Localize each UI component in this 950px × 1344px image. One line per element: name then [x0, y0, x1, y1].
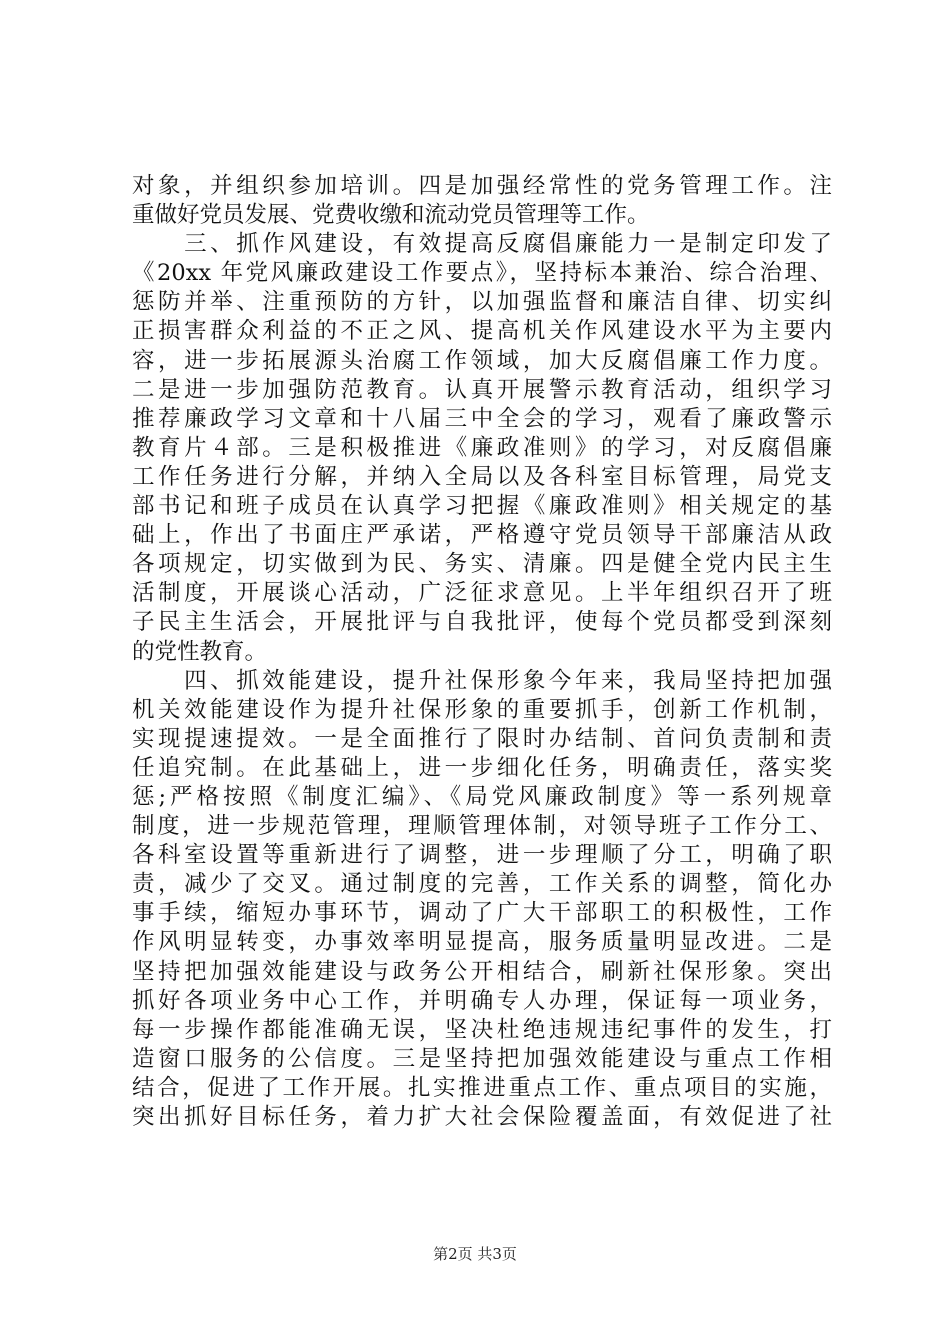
text-line: 制度，进一步规范管理，理顺管理体制，对领导班子工作分工、 — [132, 813, 832, 840]
text-line: 惩;严格按照《制度汇编》、《局党风廉政制度》等一系列规章 — [132, 783, 832, 810]
text-line: 实现提速提效。一是全面推行了限时办结制、首问负责制和责 — [132, 725, 832, 752]
text-line: 推荐廉政学习文章和十八届三中全会的学习，观看了廉政警示 — [132, 405, 832, 432]
page-footer: 第2页 共3页 — [433, 1245, 517, 1263]
text-line: 抓好各项业务中心工作，并明确专人办理，保证每一项业务， — [132, 987, 832, 1014]
text-line: 作风明显转变，办事效率明显提高，服务质量明显改进。二是 — [132, 929, 832, 956]
text-line: 工作任务进行分解，并纳入全局以及各科室目标管理，局党支 — [132, 463, 832, 490]
text-line: 任追究制。在此基础上，进一步细化任务，明确责任，落实奖 — [132, 754, 832, 781]
text-line: 四、抓效能建设，提升社保形象今年来，我局坚持把加强 — [132, 667, 832, 694]
text-line: 容，进一步拓展源头治腐工作领域，加大反腐倡廉工作力度。 — [132, 347, 832, 374]
text-line: 二是进一步加强防范教育。认真开展警示教育活动，组织学习 — [132, 376, 832, 403]
text-line: 础上，作出了书面庄严承诺，严格遵守党员领导干部廉洁从政 — [132, 522, 832, 549]
text-line: 惩防并举、注重预防的方针，以加强监督和廉洁自律、切实纠 — [132, 289, 832, 316]
text-line: 责，减少了交叉。通过制度的完善，工作关系的调整，简化办 — [132, 871, 832, 898]
text-line: 教育片４部。三是积极推进《廉政准则》的学习，对反腐倡廉 — [132, 434, 832, 461]
text-line: 部书记和班子成员在认真学习把握《廉政准则》相关规定的基 — [132, 493, 832, 520]
text-line: 造窗口服务的公信度。三是坚持把加强效能建设与重点工作相 — [132, 1045, 832, 1072]
text-line: 各科室设置等重新进行了调整，进一步理顺了分工，明确了职 — [132, 842, 832, 869]
text-line: 重做好党员发展、党费收缴和流动党员管理等工作。 — [132, 202, 650, 229]
text-line: 对象，并组织参加培训。四是加强经常性的党务管理工作。注 — [132, 173, 832, 199]
text-line: 正损害群众利益的不正之风、提高机关作风建设水平为主要内 — [132, 318, 832, 345]
text-line: 各项规定，切实做到为民、务实、清廉。四是健全党内民主生 — [132, 551, 832, 578]
text-line: 坚持把加强效能建设与政务公开相结合，刷新社保形象。突出 — [132, 958, 832, 985]
text-line: 《20xx 年党风廉政建设工作要点》，坚持标本兼治、综合治理、 — [132, 260, 832, 287]
text-line: 机关效能建设作为提升社保形象的重要抓手，创新工作机制， — [132, 696, 832, 723]
text-line: 每一步操作都能准确无误，坚决杜绝违规违纪事件的发生，打 — [132, 1016, 832, 1043]
text-line: 活制度，开展谈心活动，广泛征求意见。上半年组织召开了班 — [132, 580, 832, 607]
text-line: 三、抓作风建设，有效提高反腐倡廉能力一是制定印发了 — [132, 231, 832, 258]
text-line: 的党性教育。 — [132, 638, 268, 665]
text-line: 突出抓好目标任务，着力扩大社会保险覆盖面，有效促进了社 — [132, 1104, 832, 1130]
text-line: 子民主生活会，开展批评与自我批评，使每个党员都受到深刻 — [132, 609, 832, 636]
body-text — [132, 172, 832, 1132]
text-line: 事手续，缩短办事环节，调动了广大干部职工的积极性，工作 — [132, 900, 832, 927]
text-line: 结合，促进了工作开展。扎实推进重点工作、重点项目的实施， — [132, 1074, 832, 1101]
